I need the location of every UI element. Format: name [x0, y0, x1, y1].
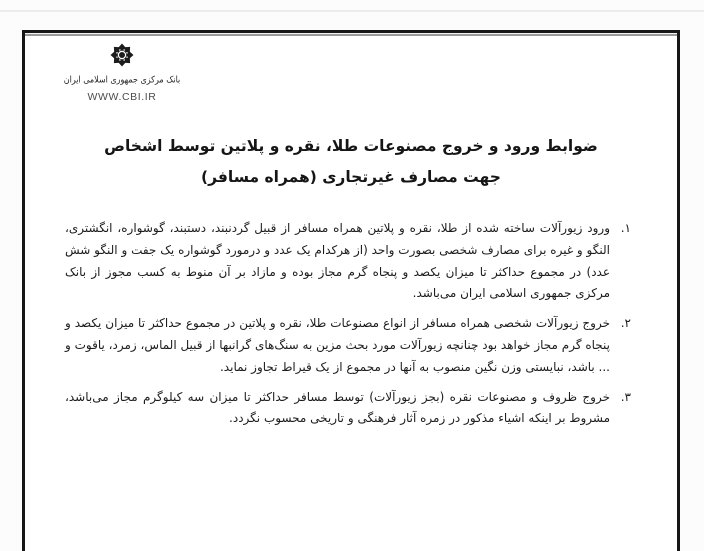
list-item [65, 218, 631, 305]
document-title [25, 131, 677, 193]
website-url-text: WWW.CBI.IR [87, 91, 157, 103]
item-text: خروج ظروف و مصنوعات نقره (بجز زیورآلات) توسط مسافر حداکثر تا میزان سه کیلوگرم مجاز می‌باشد، مشروط بر اینکه اشیاء مذکور در زمره آثار فرهنگی و تاریخی محسوب نگردد. [65, 389, 610, 426]
item-text: ورود زیورآلات ساخته شده از طلا، نقره و پلاتین همراه مسافر از قبیل گردنبند، دستبند، گوشواره، انگشتری، النگو و غیره برای مصارف شخصی بصورت واحد (از هرکدام یک عدد و درمورد گوشواره یک جفت و النگو شش عدد) در مجموع حداکثر تا میزان یکصد و پنجاه گرم مجاز بوده و مازاد بر آن منوط به کسب مجوز از بانک مرکزی جمهوری اسلامی ایران می‌باشد. [65, 221, 610, 301]
bank-name-calligraphy: بانک مرکزی جمهوری اسلامی ایران [63, 74, 181, 85]
cbi-rosette-logo-icon [110, 43, 134, 67]
document-title-line1: ضوابط ورود و خروج مصنوعات طلا، نقره و پلاتین توسط اشخاص [104, 137, 598, 155]
document-title-line2: جهت مصارف غیرتجاری (همراه مسافر) [201, 168, 501, 186]
document-page [22, 30, 680, 551]
item-number: ۲. [620, 316, 631, 331]
cbi-logo-block [57, 43, 187, 103]
list-item [65, 387, 631, 431]
scan-artifact-line [0, 10, 704, 12]
list-item [65, 313, 631, 378]
item-text: خروج زیورآلات شخصی همراه مسافر از انواع مصنوعات طلا، نقره و پلاتین در مجموع حداکثر تا میزان یکصد و پنجاه گرم مجاز خواهد بود چنانچه زیورآلات مورد بحث مزین به سنگ‌های گرانبها از قبیل الماس، زمرد، یاقوت و ... باشد، نبایستی وزن نگین منصوب به آنها در مجموع از یک قیراط تجاوز نماید. [65, 316, 610, 374]
document-body [65, 218, 631, 438]
item-number: ۳. [620, 389, 631, 404]
item-number: ۱. [620, 221, 631, 235]
